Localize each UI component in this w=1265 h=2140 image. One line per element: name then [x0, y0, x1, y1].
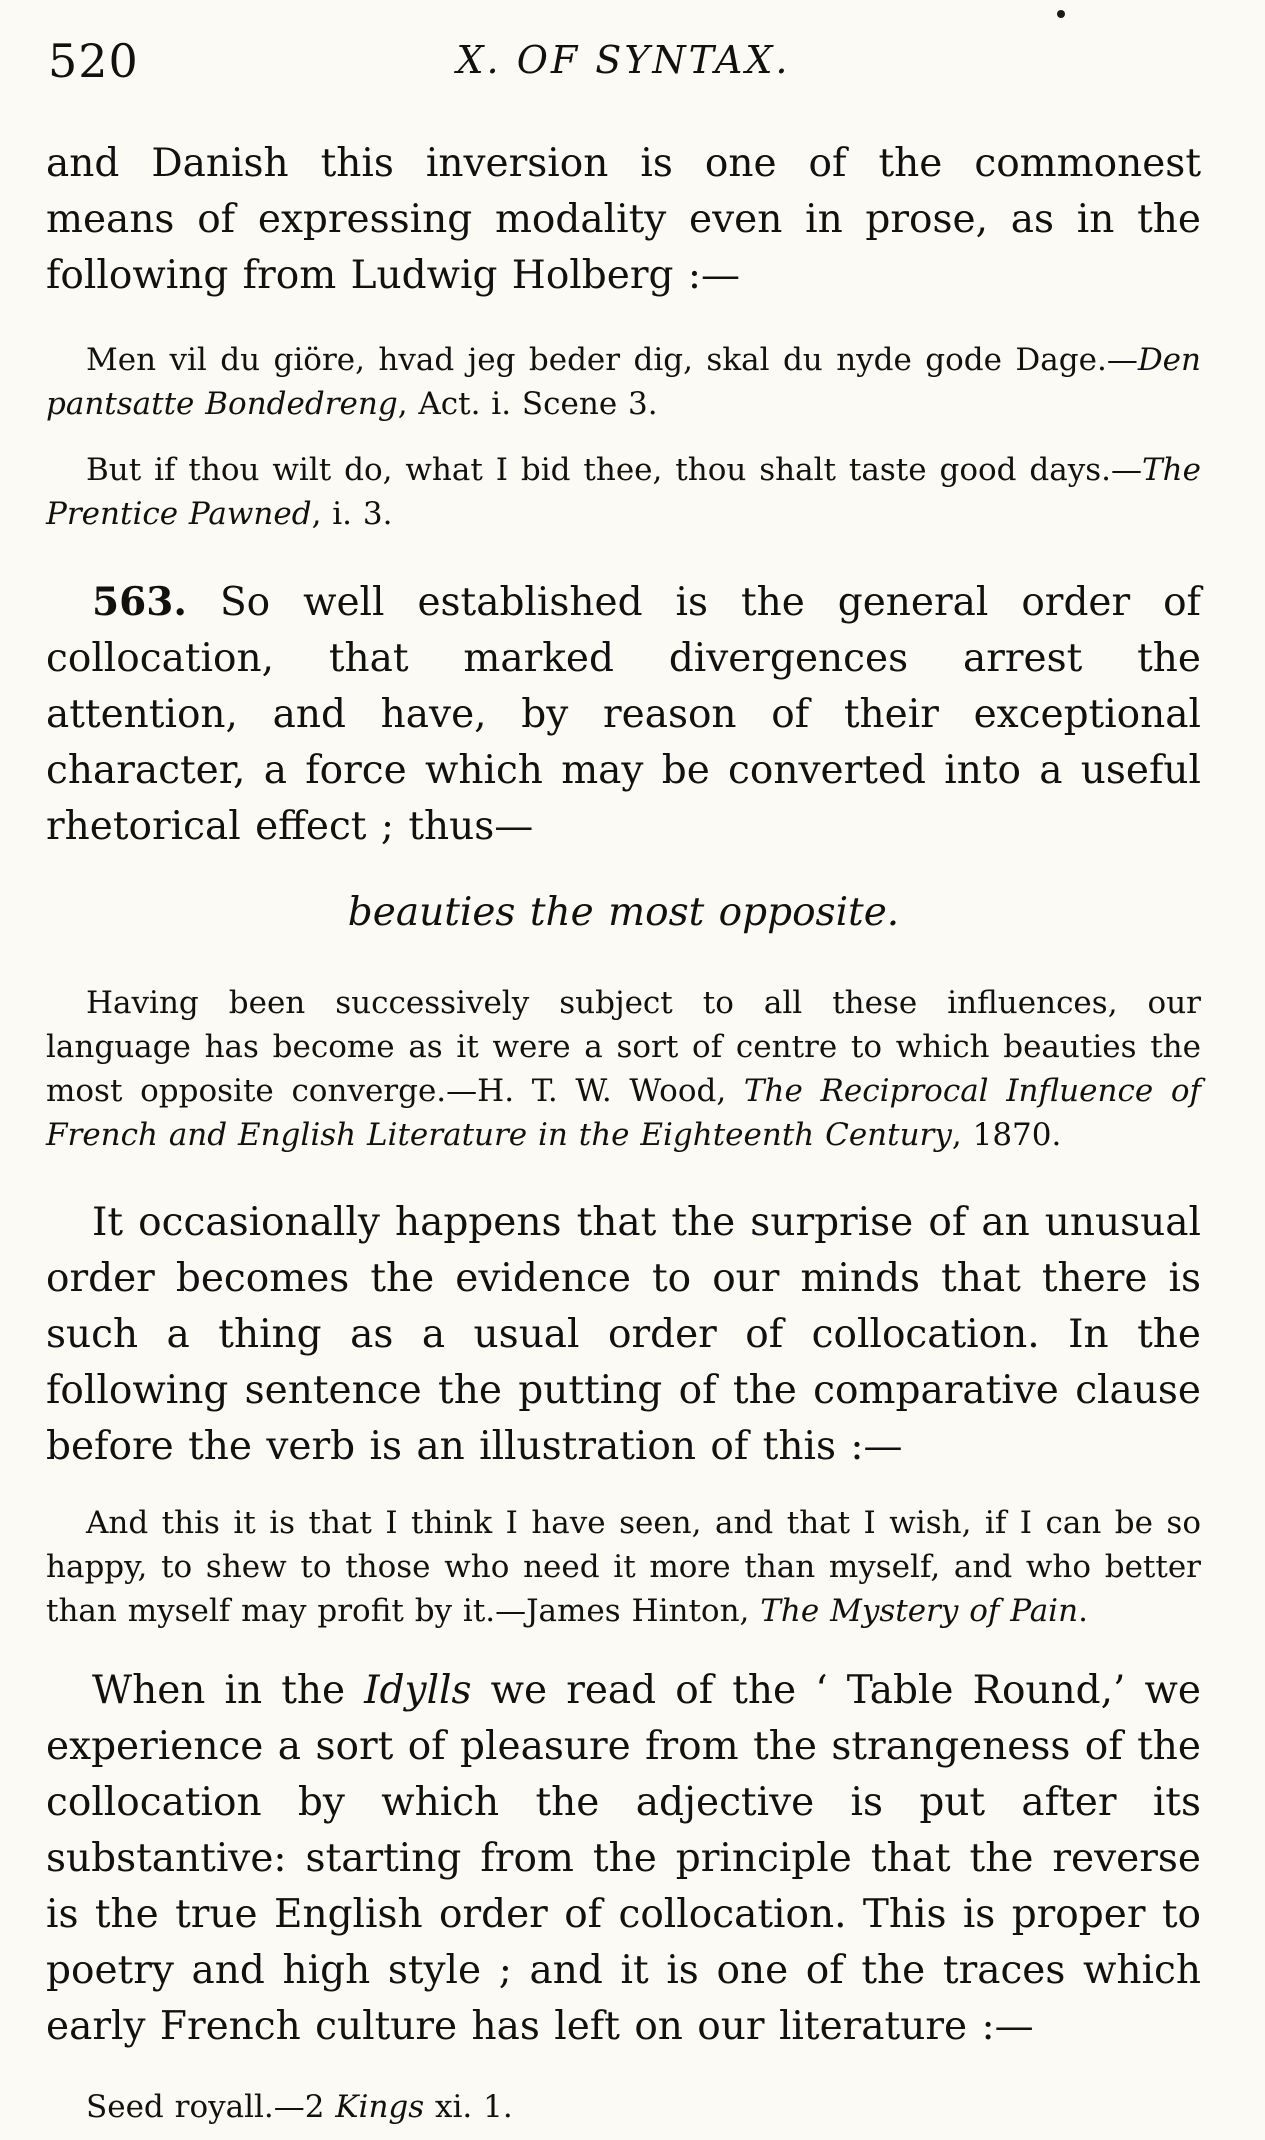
paragraph-section-563: 563. So well established is the general order of collocation, that marked divergences arrest the attention, and have, by reason of their exceptional character, a force which may be converted into a useful rhetorical effect ; thus— [46, 579, 1201, 849]
paragraph-intro: and Danish this inversion is one of the commonest means of expressing modality even in prose, as in the following from Ludwig Holberg :— [46, 141, 1201, 298]
quote-seed: Seed royall.—2 Kings xi. 1. [86, 2089, 513, 2125]
display-phrase: beauties the most opposite. [347, 890, 900, 935]
paragraph-occasionally: It occasionally happens that the surprise of an unusual order becomes the evidence to our minds that there is such a thing as a usual order of collocation. In the following sentence the putting of the comparative clause before the verb is an illustration of this :— [46, 1200, 1201, 1469]
paragraph-idylls: When in the Idylls we read of the ‘ Table Round,’ we experience a sort of pleasure from the strangeness of the collocation by which the adjective is put after its substantive: starting from the principle that the reverse is the true English order of collocation. This is proper to poetry and high style ; and it is one of the traces which early French culture has left on our literature :— [46, 1668, 1201, 2049]
running-head: X. OF SYNTAX. [456, 38, 791, 82]
page-header [46, 30, 1201, 90]
quote-danish: Men vil du giöre, hvad jeg beder dig, skal du nyde gode Dage.—Den pantsatte Bondedreng, Act. i. Scene 3. [46, 342, 1201, 422]
scan-artifact-dot [1057, 10, 1065, 18]
page-number: 520 [48, 34, 139, 88]
quote-hinton: And this it is that I think I have seen, and that I wish, if I can be so happy, to shew to those who need it more than myself, and who better than myself may profit by it.—James Hinton, The Mystery of Pain. [46, 1505, 1201, 1629]
quote-wood: Having been successively subject to all these influences, our language has become as it were a sort of centre to which beauties the most opposite converge.—H. T. W. Wood, The Reciprocal Influence of French and English Literature in the Eighteenth Century, 1870. [46, 985, 1201, 1153]
quote-english: But if thou wilt do, what I bid thee, thou shalt taste good days.—The Prentice Pawned, i. 3. [46, 452, 1201, 532]
